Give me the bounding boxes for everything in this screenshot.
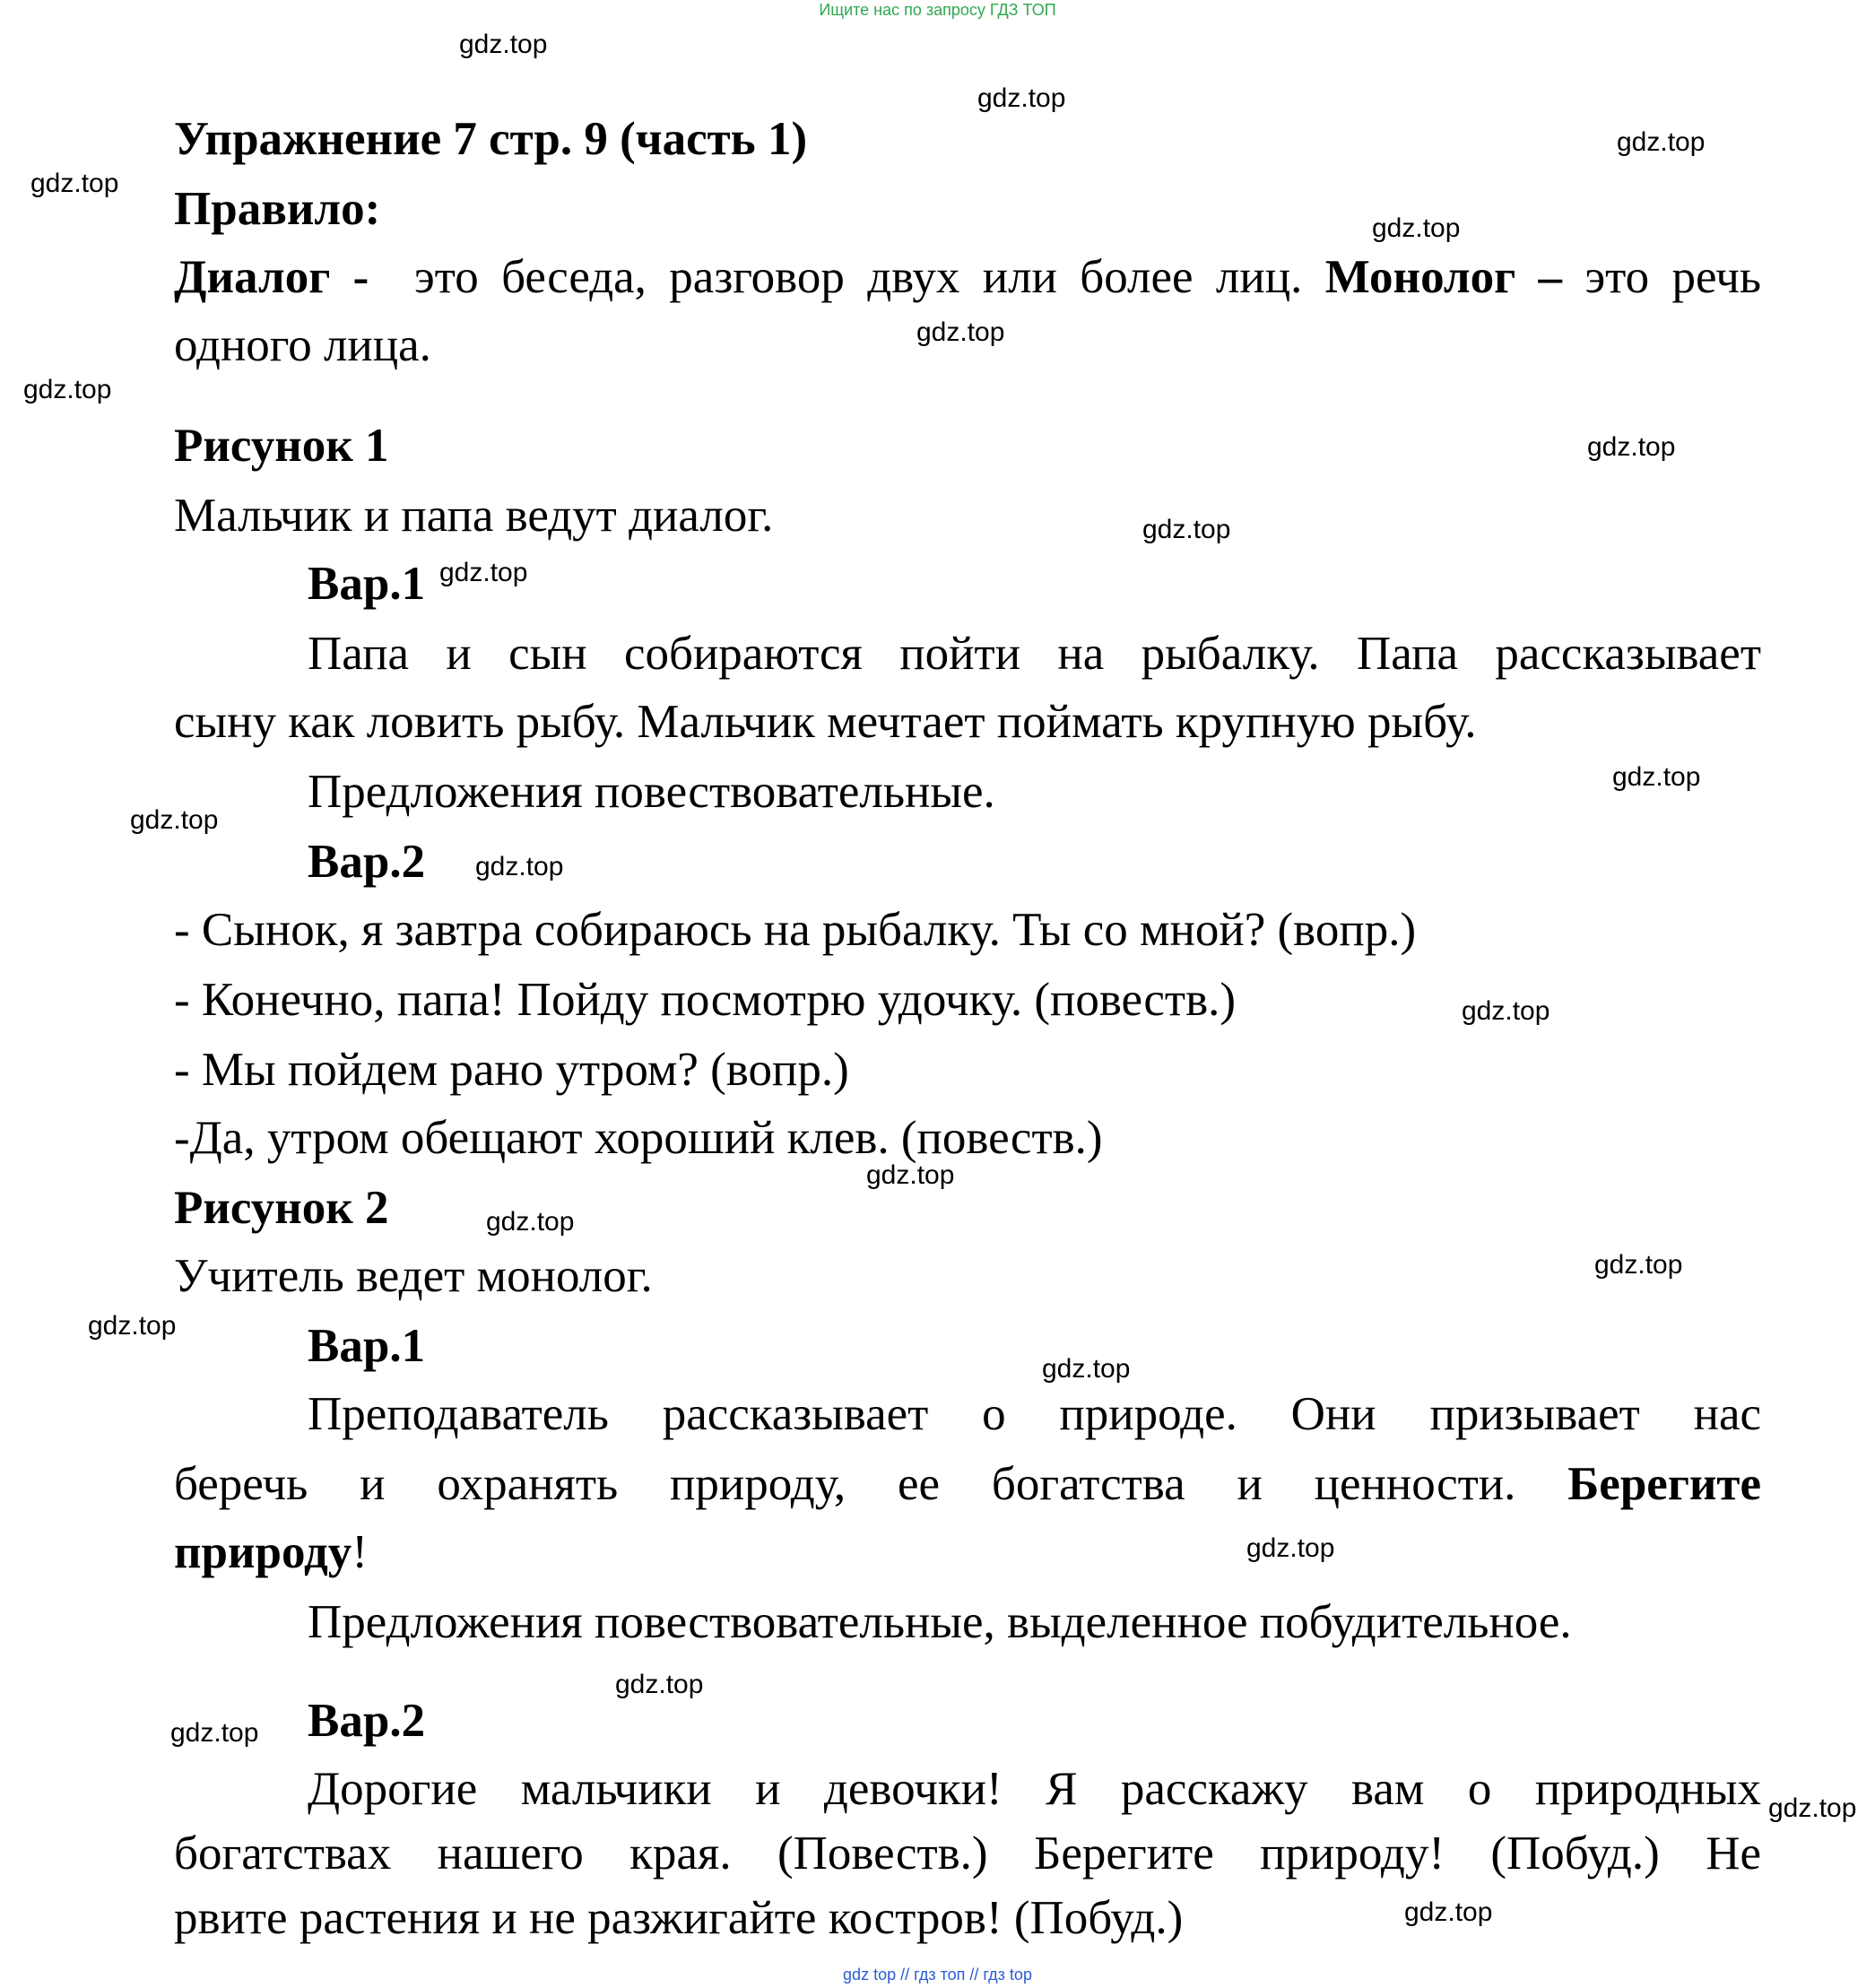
watermark: gdz.top xyxy=(475,852,564,881)
watermark: gdz.top xyxy=(88,1311,177,1341)
picture2-var2-line3: рвите растения и не разжигайте костров! (Побуд.) xyxy=(174,1892,1184,1944)
dialog-line: - Сынок, я завтра собираюсь на рыбалку. Ты со мной? (вопр.) xyxy=(174,904,1417,956)
picture2-var1-line2-bold: Берегите xyxy=(1567,1458,1761,1510)
watermark: gdz.top xyxy=(1246,1533,1335,1563)
watermark: gdz.top xyxy=(1768,1793,1857,1823)
watermark: gdz.top xyxy=(439,558,528,587)
picture2-var1-label: Вар.1 xyxy=(308,1320,426,1372)
picture1-var1-note: Предложения повествовательные. xyxy=(308,766,995,818)
watermark: gdz.top xyxy=(977,83,1066,113)
watermark: gdz.top xyxy=(486,1207,575,1237)
watermark: gdz.top xyxy=(1617,127,1706,157)
picture2-var1-line2-text: беречь и охранять природу, ее богатства и ценности. xyxy=(174,1458,1516,1510)
picture2-var2-line1: Дорогие мальчики и девочки! Я расскажу вам о природных xyxy=(308,1763,1761,1815)
picture2-var2-label: Вар.2 xyxy=(308,1695,426,1747)
watermark: gdz.top xyxy=(615,1670,704,1699)
picture2-var2-line2: богатствах нашего края. (Повеств.) Берегите природу! (Побуд.) Не xyxy=(174,1827,1761,1879)
monolog-term: Монолог – xyxy=(1324,251,1563,303)
watermark: gdz.top xyxy=(916,317,1005,347)
dialog-line: - Мы пойдем рано утром? (вопр.) xyxy=(174,1044,849,1096)
dialog-definition: это беседа, разговор двух или более лиц. xyxy=(414,251,1303,303)
watermark: gdz.top xyxy=(1612,762,1701,792)
monolog-definition-start: это речь xyxy=(1584,251,1762,303)
watermark: gdz.top xyxy=(23,375,112,404)
watermark: gdz.top xyxy=(130,805,219,835)
search-hint: Ищите нас по запросу ГДЗ ТОП xyxy=(819,1,1056,19)
picture1-summary: Мальчик и папа ведут диалог. xyxy=(174,490,774,542)
picture1-var1-line1: Папа и сын собираются пойти на рыбалку. Папа рассказывает xyxy=(308,628,1761,680)
picture2-var1-line2 xyxy=(174,1456,1761,1512)
picture1-var1-label: Вар.1 xyxy=(308,558,426,610)
picture1-heading: Рисунок 1 xyxy=(174,420,389,472)
picture2-var1-line3-end: ! xyxy=(352,1526,368,1578)
picture2-heading: Рисунок 2 xyxy=(174,1182,389,1234)
watermark: gdz.top xyxy=(459,30,548,59)
watermark: gdz.top xyxy=(1462,996,1550,1026)
watermark: gdz.top xyxy=(1142,515,1231,544)
exercise-title: Упражнение 7 стр. 9 (часть 1) xyxy=(174,113,808,165)
picture2-var1-line3 xyxy=(174,1524,1761,1580)
watermark: gdz.top xyxy=(30,169,119,198)
watermark: gdz.top xyxy=(1404,1897,1493,1927)
rule-line-1 xyxy=(174,249,1761,305)
dialog-line: - Конечно, папа! Пойду посмотрю удочку. (повеств.) xyxy=(174,974,1237,1026)
footer-note: gdz top // гдз топ // гдз top xyxy=(843,1966,1032,1984)
watermark: gdz.top xyxy=(170,1718,259,1748)
picture2-var1-line3-bold: природу xyxy=(174,1526,352,1578)
watermark: gdz.top xyxy=(1042,1354,1131,1384)
picture2-var1-line1: Преподаватель рассказывает о природе. Они призывает нас xyxy=(308,1388,1761,1440)
watermark: gdz.top xyxy=(1587,432,1676,462)
picture1-var1-line2: сыну как ловить рыбу. Мальчик мечтает поймать крупную рыбу. xyxy=(174,696,1477,748)
picture1-var2-label: Вар.2 xyxy=(308,836,426,888)
picture2-var1-note: Предложения повествовательные, выделенное побудительное. xyxy=(308,1596,1572,1648)
rule-line-2: одного лица. xyxy=(174,319,431,371)
watermark: gdz.top xyxy=(866,1160,955,1190)
picture2-summary: Учитель ведет монолог. xyxy=(174,1250,653,1302)
watermark: gdz.top xyxy=(1372,213,1461,243)
watermark: gdz.top xyxy=(1594,1250,1683,1280)
rule-heading: Правило: xyxy=(174,183,381,235)
dialog-term: Диалог - xyxy=(174,251,369,303)
dialog-line: -Да, утром обещают хороший клев. (повеств.) xyxy=(174,1112,1103,1164)
